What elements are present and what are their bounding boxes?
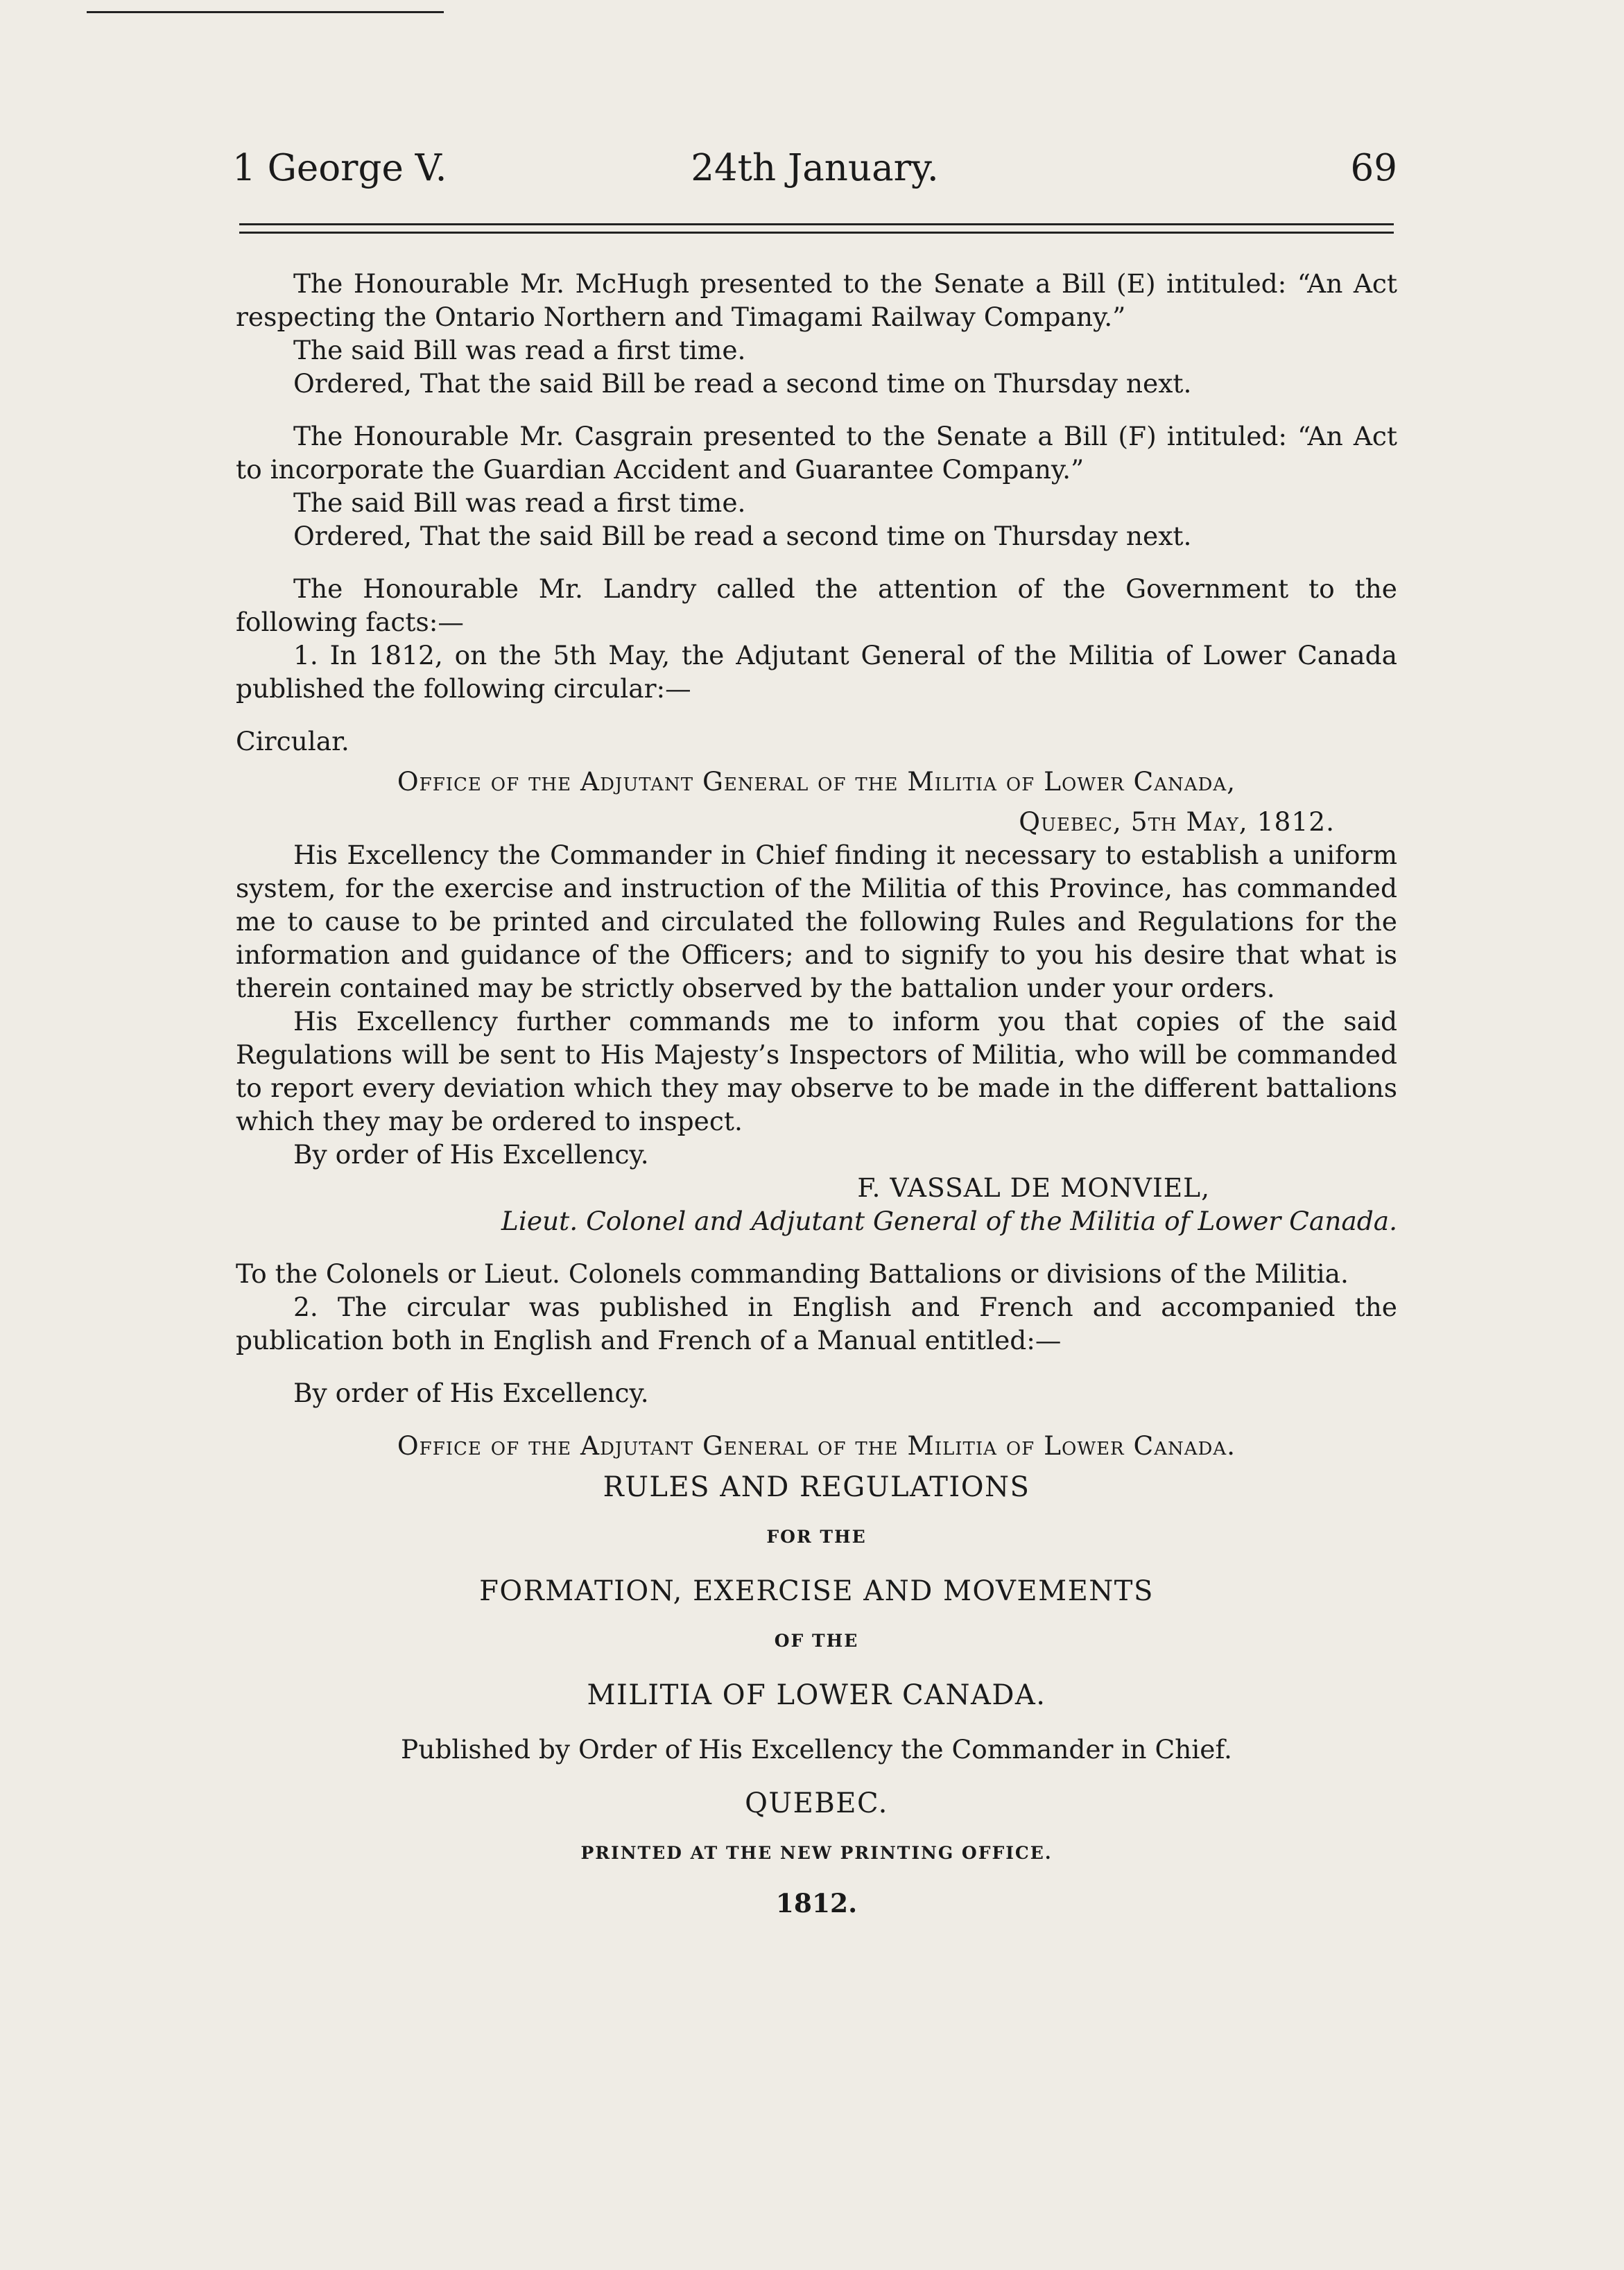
header-date: 24th January. [691,147,939,189]
paragraph: The said Bill was read a first time. [293,487,746,518]
paragraph: The Honourable Mr. Landry called the attention of the Government to the following facts:— [236,573,1397,637]
top-rule [87,11,444,13]
manual-subtitle: FORMATION, EXERCISE AND MOVEMENTS [479,1575,1154,1607]
manual-title: RULES AND REGULATIONS [603,1471,1030,1503]
header-regnal-year: 1 George V. [232,147,447,189]
paragraph: The Honourable Mr. McHugh presented to the Senate a Bill (E) intituled: “An Act respecting the Ontario Northern and Timagami Railway Company.” [236,268,1397,332]
manual-place: QUEBEC. [745,1787,888,1819]
paragraph: Ordered, That the said Bill be read a second time on Thursday next. [293,521,1192,551]
paragraph: By order of His Excellency. [293,1378,649,1408]
paragraph: His Excellency the Commander in Chief finding it necessary to establish a uniform system, for the exercise and instruction of the Militia of this Province, has commanded me to cause to be printed and circulated the following Rules and Regulations for the information and guidance of the Officers; and to signify to you his desire that what is therein contained may be strictly observed by the battalion under your orders. [236,840,1397,1003]
paragraph: By order of His Excellency. [293,1139,649,1170]
page-header [232,147,1397,196]
office-heading: Office of the Adjutant General of the Militia of Lower Canada. [397,1430,1236,1461]
address-line: To the Colonels or Lieut. Colonels commanding Battalions or divisions of the Militia. [236,1258,1349,1289]
paragraph: His Excellency further commands me to inform you that copies of the said Regulations will be sent to His Majesty’s Inspectors of Militia, who will be commanded to report every deviation which they may observe to be made in the different battalions which they may be ordered to inspect. [236,1006,1397,1136]
manual-subtitle: MILITIA OF LOWER CANADA. [587,1679,1046,1711]
dateline: Quebec, 5th May, 1812. [1019,806,1335,837]
office-heading: Office of the Adjutant General of the Militia of Lower Canada, [397,766,1236,797]
paragraph: 1. In 1812, on the 5th May, the Adjutant General of the Militia of Lower Canada published the following circular:— [236,640,1397,704]
manual-title-block [236,1471,1397,1920]
page-body [236,267,1397,1920]
paragraph: 2. The circular was published in English and French and accompanied the publication both in English and French of a Manual entitled:— [236,1292,1397,1355]
paragraph: Ordered, That the said Bill be read a second time on Thursday next. [293,368,1192,399]
paragraph: The Honourable Mr. Casgrain presented to the Senate a Bill (F) intituled: “An Act to incorporate the Guardian Accident and Guarantee Company.” [236,421,1397,485]
paragraph: The said Bill was read a first time. [293,335,746,365]
manual-printer: PRINTED AT THE NEW PRINTING OFFICE. [580,1843,1053,1863]
manual-year: 1812. [775,1888,858,1918]
page-number: 69 [1350,147,1397,189]
manual-title-connector: FOR THE [766,1527,867,1547]
manual-imprint: Published by Order of His Excellency the Commander in Chief. [401,1734,1232,1765]
header-rule [239,223,1394,225]
signature-name: F. VASSAL DE MONVIEL, [857,1172,1210,1203]
circular-heading: Circular. [236,726,349,756]
header-rule-lower [239,232,1394,234]
manual-title-connector: OF THE [774,1631,859,1651]
signature-title: Lieut. Colonel and Adjutant General of the Militia of Lower Canada. [501,1206,1397,1236]
